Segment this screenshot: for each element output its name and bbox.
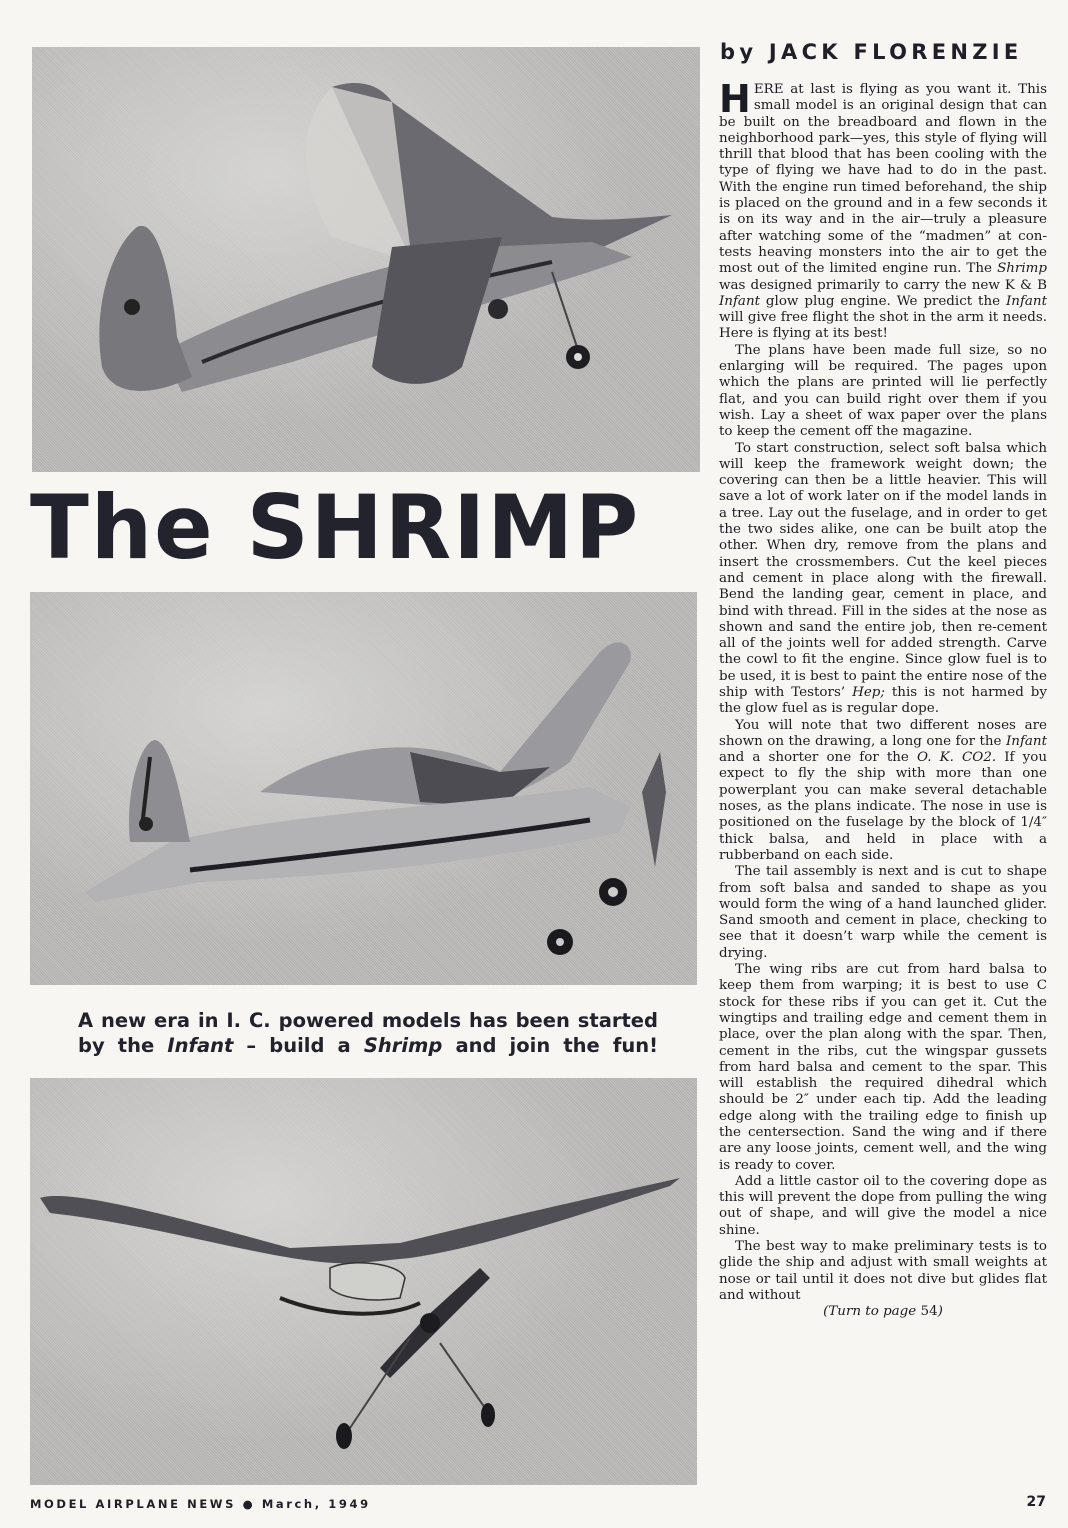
wheel xyxy=(336,1423,352,1449)
paragraph: The tail assembly is next and is cut to shape from soft balsa and sanded to shape as you would form the wing of a hand launched glider. Sand smooth and cement in place, checking to see that it doesn’t warp while the cement is drying. xyxy=(719,864,1047,961)
footer-publication xyxy=(30,1497,371,1511)
wing-shape xyxy=(40,1178,680,1263)
bullet-icon: ● xyxy=(242,1497,256,1511)
paragraph: The wing ribs are cut from hard balsa to keep them from warping; it is best to use C stock for these ribs if you can get it. Cut the wingtips and trailing edge and cement them in place, over the plan along with the spar. Then, cement in the ribs, cut the wingspar gussets from hard balsa and cement to the spar. This will establish the required dihedral which should be 2″ under each tip. Add the leading edge along with the trailing edge to finish up the centersection. Sand the wing and if there are any loose joints, cement well, and the wing is ready to cover. xyxy=(719,962,1047,1173)
photo-shrimp-front-view xyxy=(30,1078,697,1485)
spinner xyxy=(420,1313,440,1333)
paragraph: To start construction, select soft balsa which will keep the framework weight down; the covering can then be a little heavier. This will save a lot of work later on if the model lands in a tree. Lay out the fuselage, and in order to get the two sides alike, one can be built atop the other. When dry, remove from the plans and insert the crossmembers. Cut the keel pieces and cement in place along with the firewall. Bend the landing gear, cement in place, and bind with thread. Fill in the sides at the nose as shown and sand the entire job, then re-cement all of the joints well for added strength. Carve the cowl to fit the engine. Since glow fuel is to be used, it is best to paint the entire nose of the ship with Testors’ Hep; this is not harmed by the glow fuel as is regular dope. xyxy=(719,440,1047,717)
airplane-illustration-front xyxy=(30,1078,697,1485)
paragraph: Add a little castor oil to the covering dope as this will prevent the dope from pulling the wing out of shape, and will give the model a nice shine. xyxy=(719,1173,1047,1238)
publication-name: MODEL AIRPLANE NEWS xyxy=(30,1497,236,1511)
propeller xyxy=(642,752,666,867)
airplane-illustration-side xyxy=(30,592,697,985)
paragraph: The plans have been made full size, so no enlarging will be required. The pages upon which the plans are printed will lie perfectly flat, and you can build right over them if you wish. Lay a sheet of wax paper over the plans to keep the cement off the magazine. xyxy=(719,342,1047,440)
lower-wing-shape xyxy=(372,237,502,384)
article-tagline: A new era in I. C. powered models has been started by the Infant – build a Shrimp and join the fun! xyxy=(78,1009,658,1057)
continued-notice[interactable]: (Turn to page 54) xyxy=(823,1304,943,1320)
landing-gear-strut xyxy=(552,272,577,347)
drop-cap: H xyxy=(719,77,751,121)
photo-shrimp-rear-view xyxy=(32,47,700,472)
paragraph: The best way to make preliminary tests is to glide the ship and adjust with small weights at nose or tail until it does not dive but glides flat and without xyxy=(719,1239,1047,1303)
article-body xyxy=(719,77,1047,1321)
paragraph: HERE at last is flying as you want it. This small model is an original design that can be built on the breadboard and flown in the neighborhood park—yes, this style of flying will thrill that blood that has been cooling with the type of flying we have had to do in the past. With the engine run timed beforehand, the ship is placed on the ground and in a few seconds it is on its way and in the air—truly a pleasure after watching some of the “madmen” at contests heaving monsters into the air to get the most out of the limited engine run. The Shrimp was designed primarily to carry the new K & B Infant glow plug engine. We predict the Infant will give free flight the shot in the arm it needs. Here is flying at its best! xyxy=(719,77,1047,342)
article-title: The SHRIMP xyxy=(30,476,641,579)
fuselage-stripe xyxy=(280,1298,420,1314)
airplane-illustration-rear xyxy=(32,47,700,472)
wheel xyxy=(481,1403,495,1427)
tail-insignia xyxy=(124,299,140,315)
tail-insignia xyxy=(139,817,153,831)
issue-date: March, 1949 xyxy=(261,1497,371,1511)
page-number: 27 xyxy=(1026,1494,1046,1510)
tail-fin-shape xyxy=(99,226,192,391)
wheel xyxy=(488,299,508,319)
paragraph: You will note that two different noses are shown on the drawing, a long one for the Infant and a shorter one for the O. K. CO2. If you expect to fly the ship with more than one powerplant you can make several detachable noses, as the plans indicate. The nose in use is positioned on the fuselage by the block of 1/4″ thick balsa, and held in place with a rubberband on each side. xyxy=(719,717,1047,863)
photo-shrimp-side-view xyxy=(30,592,697,985)
cabin-shape xyxy=(330,1263,405,1300)
landing-gear-strut xyxy=(350,1338,410,1428)
tail-fin-shape xyxy=(129,740,190,842)
author-byline: by JACK FLORENZIE xyxy=(720,40,1023,64)
landing-gear-strut xyxy=(440,1343,485,1408)
